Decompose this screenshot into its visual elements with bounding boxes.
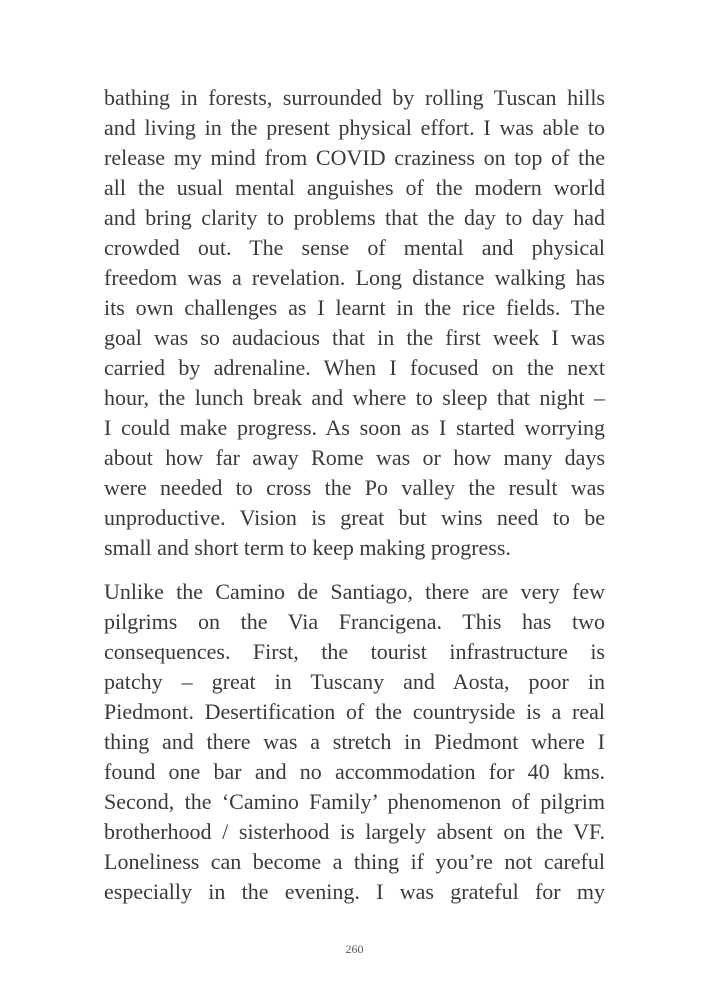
text-line: carried by adrenaline. When I focused on the next bbox=[104, 355, 605, 380]
text-line: goal was so audacious that in the first week I was bbox=[104, 325, 605, 350]
text-line: freedom was a revelation. Long distance walking has bbox=[104, 265, 605, 290]
text-line: release my mind from COVID craziness on top of the bbox=[104, 145, 605, 170]
text-line: Unlike the Camino de Santiago, there are very few bbox=[104, 579, 605, 604]
text-line: consequences. First, the tourist infrastructure is bbox=[104, 639, 605, 664]
text-line: bathing in forests, surrounded by rolling Tuscan hills bbox=[104, 85, 605, 110]
text-line: were needed to cross the Po valley the result was bbox=[104, 475, 605, 500]
paragraph-2 bbox=[104, 577, 605, 907]
text-line: and bring clarity to problems that the day to day had bbox=[104, 205, 605, 230]
text-line: I could make progress. As soon as I started worrying bbox=[104, 415, 605, 440]
page-number: 260 bbox=[345, 942, 364, 956]
text-line: brotherhood / sisterhood is largely absent on the VF. bbox=[104, 819, 605, 844]
text-line: pilgrims on the Via Francigena. This has two bbox=[104, 609, 605, 634]
text-line: unproductive. Vision is great but wins need to be bbox=[104, 505, 605, 530]
text-line: all the usual mental anguishes of the modern world bbox=[104, 175, 605, 200]
text-line: found one bar and no accommodation for 40 kms. bbox=[104, 759, 605, 784]
text-line: Second, the ‘Camino Family’ phenomenon of pilgrim bbox=[104, 789, 605, 814]
text-line: Piedmont. Desertification of the countryside is a real bbox=[104, 699, 605, 724]
paragraph-1 bbox=[104, 83, 605, 563]
text-line: small and short term to keep making progress. bbox=[104, 535, 511, 560]
text-line: Loneliness can become a thing if you’re not careful bbox=[104, 849, 605, 874]
text-line: thing and there was a stretch in Piedmont where I bbox=[104, 729, 605, 754]
text-line: and living in the present physical effort. I was able to bbox=[104, 115, 605, 140]
text-line: its own challenges as I learnt in the rice fields. The bbox=[104, 295, 605, 320]
text-line: about how far away Rome was or how many days bbox=[104, 445, 605, 470]
text-line: crowded out. The sense of mental and physical bbox=[104, 235, 605, 260]
text-line: hour, the lunch break and where to sleep that night – bbox=[104, 385, 605, 410]
text-line: patchy – great in Tuscany and Aosta, poor in bbox=[104, 669, 605, 694]
text-line: especially in the evening. I was grateful for my bbox=[104, 879, 605, 904]
